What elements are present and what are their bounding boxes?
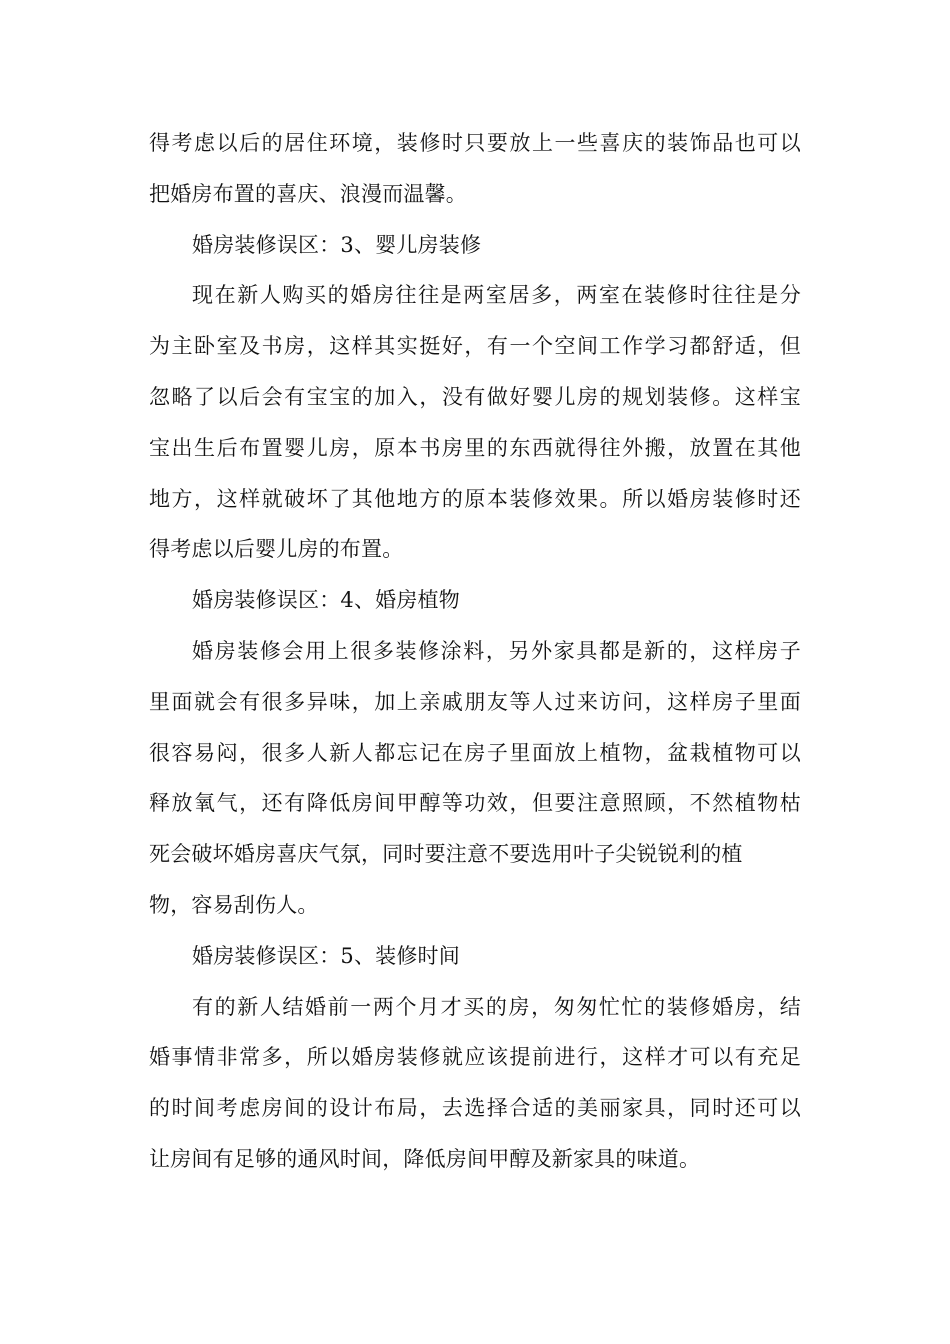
text-line: 宝出生后布置婴儿房，原本书房里的东西就得往外搬，放置在其他 [149,435,801,460]
section-heading: 婚房装修误区：4、婚房植物 [192,588,460,613]
section-heading: 婚房装修误区：3、婴儿房装修 [192,232,482,257]
text-line: 让房间有足够的通风时间，降低房间甲醇及新家具的味道。 [149,1146,701,1171]
text-line: 的时间考虑房间的设计布局，去选择合适的美丽家具，同时还可以 [149,1096,801,1121]
text-line: 很容易闷，很多人新人都忘记在房子里面放上植物，盆栽植物可以 [149,740,801,765]
text-line: 物，容易刮伤人。 [149,892,319,917]
text-line: 忽略了以后会有宝宝的加入，没有做好婴儿房的规划装修。这样宝 [149,384,801,409]
text-line: 婚房装修会用上很多装修涂料，另外家具都是新的，这样房子 [192,638,801,663]
text-line: 里面就会有很多异味，加上亲戚朋友等人过来访问，这样房子里面 [149,689,801,714]
text-line: 地方，这样就破坏了其他地方的原本装修效果。所以婚房装修时还 [149,486,801,511]
text-line: 得考虑以后的居住环境，装修时只要放上一些喜庆的装饰品也可以 [149,131,801,155]
text-line: 释放氧气，还有降低房间甲醇等功效，但要注意照顾，不然植物枯 [149,791,801,816]
text-line: 婚事情非常多，所以婚房装修就应该提前进行，这样才可以有充足 [149,1045,801,1070]
document-body [149,118,801,1185]
section-heading: 婚房装修误区：5、装修时间 [192,943,460,968]
text-line: 死会破坏婚房喜庆气氛，同时要注意不要选用叶子尖锐锐利的植 [149,842,743,867]
text-line: 得考虑以后婴儿房的布置。 [149,537,404,562]
text-line: 现在新人购买的婚房往往是两室居多，两室在装修时往往是分 [192,283,801,308]
text-line: 把婚房布置的喜庆、浪漫而温馨。 [149,181,467,206]
text-line: 为主卧室及书房，这样其实挺好，有一个空间工作学习都舒适，但 [149,334,801,359]
text-line: 有的新人结婚前一两个月才买的房，匆匆忙忙的装修婚房，结 [192,994,801,1019]
